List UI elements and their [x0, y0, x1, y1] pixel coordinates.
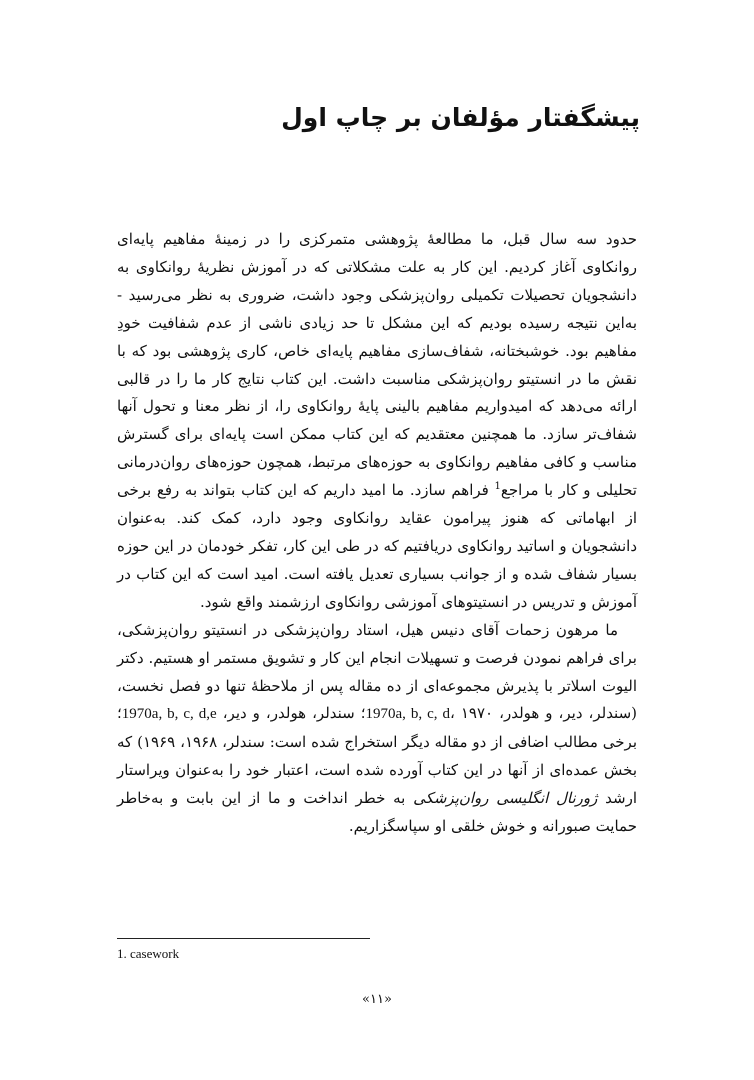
paragraph-1-part-2: فراهم سازد. ما امید داریم که این کتاب بتواند به رفع برخی از ابهاماتی که هنوز پیرامون عقاید روانکاوی وجود دارد، کمک کند. به‌عنوان دانشجویان و اساتید روانکاوی دریافتیم که در طی این کار، تفکر خودمان در این حوزه بسیار شفاف شده و از جوانب بسیاری تعدیل یافته است. امید است که این کتاب در آموزش و تدریس در انستیتوهای آموزشی روانکاوی ارزشمند واقع شود.: [117, 481, 637, 611]
footnote: 1. casework: [117, 946, 180, 961]
body-text: [117, 226, 637, 841]
paragraph-1-part-1: حدود سه سال قبل، ما مطالعهٔ پژوهشی متمرکزی را در زمینهٔ مفاهیم پایه‌ای روانکاوی آغاز کردیم. این کار به علت مشکلاتی که در آموزش نظریهٔ روانکاوی به دانشجویان تحصیلات تکمیلی روان‌پزشکی وجود داشت، ضروری به نظر می‌رسید - به‌این نتیجه رسیده بودیم که این مشکل تا حد زیادی ناشی از عدم شفافیت خودِ مفاهیم بود. خوشبختانه، شفاف‌سازی مفاهیم پایه‌ای خاص، کاری پژوهشی بود که با نقش ما در انستیتو روان‌پزشکی مناسبت داشت. این کتاب نتایج کار ما را در قالبی ارائه می‌دهد که امیدواریم مفاهیم بالینی پایهٔ روانکاوی را، از نظر معنا و تحول آنها شفاف‌تر سازد. ما همچنین معتقدیم که این کتاب ممکن است پایه‌ای برای گسترش مناسب و کافی مفاهیم روانکاوی به حوزه‌های مرتبط، همچون حوزه‌های روان‌درمانی تحلیلی و کار با مراجع: [117, 230, 637, 500]
citation-1: 1970a, b, c, d: [365, 706, 451, 723]
page-number: «۱۱»: [362, 992, 392, 1007]
paragraph-2-part-2: ، ۱۹۷۰؛ سندلر، هولدر، و دیر،: [216, 704, 494, 723]
paragraph-1: [117, 226, 637, 617]
paragraph-2-part-3: ؛ برخی مطالب اضافی از دو مقاله دیگر استخراج شده است: سندلر، ۱۹۶۸، ۱۹۶۹) که بخش عمده‌ای از آنها در این کتاب آورده شده است، اعتبار خود را به‌عنوان ویراستار ارشد: [117, 704, 638, 808]
journal-name: ژورنال انگلیسی روان‌پزشکی: [413, 789, 598, 808]
citation-2: 1970a, b, c, d,e: [121, 706, 217, 723]
footnote-divider: [117, 938, 370, 939]
paragraph-2-part-1: ما مرهون زحمات آقای دنیس هیل، استاد روان‌پزشکی در انستیتو روان‌پزشکی، برای فراهم نمودن فرصت و تسهیلات انجام این کار و تشویق مستمر او هستیم. دکتر الیوت اسلاتر با پذیرش مجموعه‌ای از ده مقاله پس از ملاحظهٔ تنها دو فصل نخست، (سندلر، دیر، و هولدر،: [117, 620, 638, 723]
paragraph-2: [117, 617, 637, 841]
chapter-title: پیشگفتار مؤلفان بر چاپ اول: [281, 103, 640, 132]
paragraph-2-part-4: به خطر انداخت و ما از این بابت و به‌خاطر حمایت صبورانه و خوش خلقی او سپاسگزاریم.: [117, 789, 637, 836]
footnote-reference: 1: [494, 481, 501, 493]
